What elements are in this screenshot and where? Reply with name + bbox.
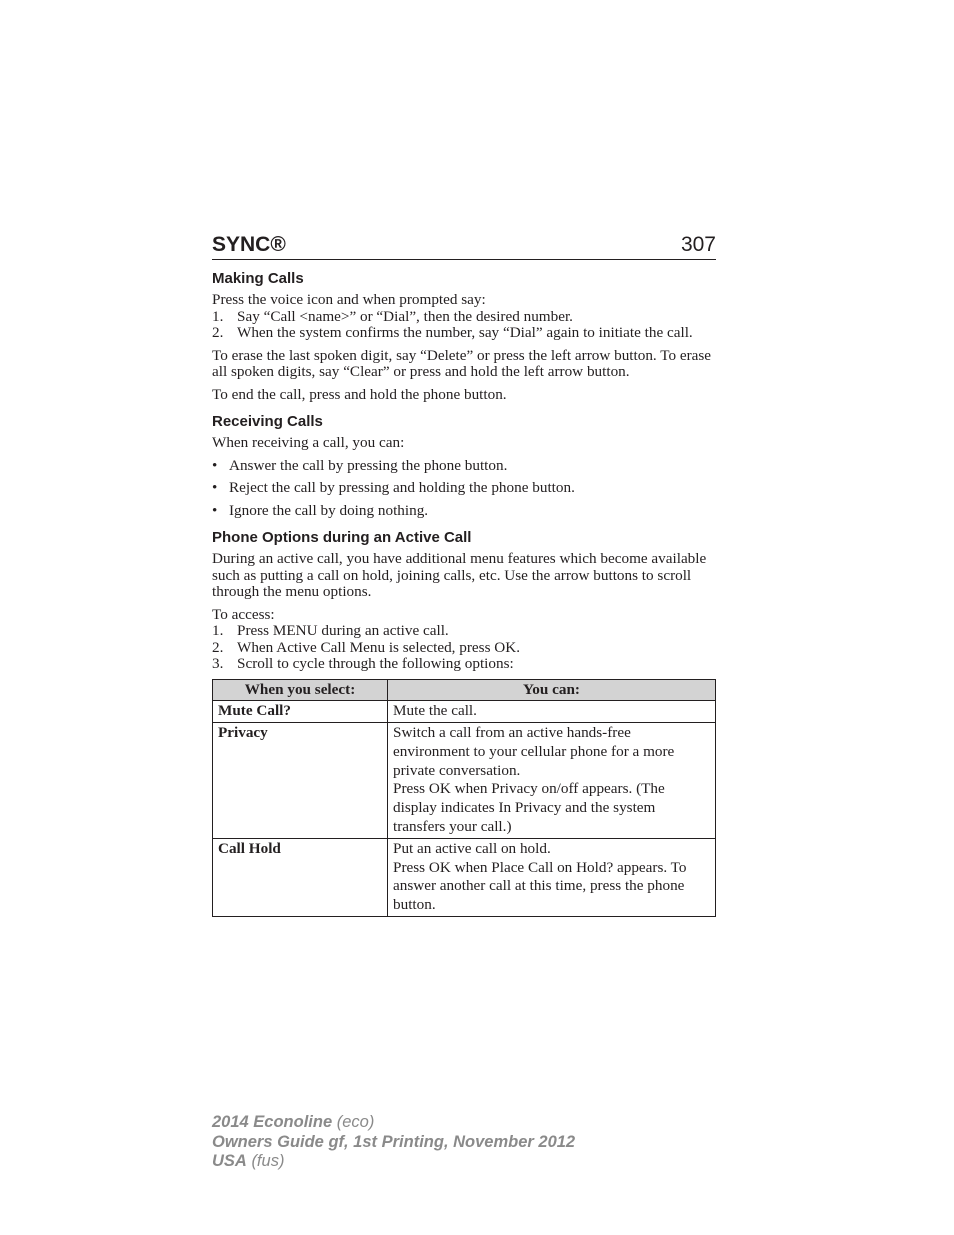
description-line: Switch a call from an active hands-free environment to your cellular phone for a more private conversation. [393,724,675,779]
phone-options-heading: Phone Options during an Active Call [212,529,472,546]
footer-guide-line [212,1133,575,1153]
step-text: Say “Call <name>” or “Dial”, then the desired number. [237,307,573,325]
making-calls-intro: Press the voice icon and when prompted say: [212,291,486,308]
table-row [213,723,716,839]
footer-model-code: (eco) [336,1113,375,1131]
option-description [388,701,716,723]
footer-model-line [212,1113,575,1133]
step-text: When the system confirms the number, say “Dial” again to initiate the call. [237,324,693,341]
receiving-calls-list [212,458,716,520]
table-header-row [213,679,716,701]
list-item [212,309,716,326]
footer-region-code: (fus) [251,1152,285,1170]
bullet-text: Answer the call by pressing the phone button. [229,456,508,474]
step-text: Scroll to cycle through the following options: [237,655,514,672]
step-number: 1. [212,622,224,639]
receiving-calls-heading: Receiving Calls [212,413,323,430]
list-item [212,458,716,475]
column-header-can: You can: [388,679,716,701]
step-text: When Active Call Menu is selected, press OK. [237,638,521,656]
phone-options-intro: During an active call, you have additional menu features which become available such as putting a call on hold, joining calls, etc. Use the arrow buttons to scroll through the menu options. [212,550,707,600]
bullet-text: Ignore the call by doing nothing. [229,501,429,519]
footer-model: 2014 Econoline [212,1113,333,1131]
options-table [212,679,716,918]
step-number: 3. [212,655,224,672]
list-item [212,656,716,673]
step-text: Press MENU during an active call. [237,622,449,639]
list-item [212,640,716,657]
page-header [212,228,716,260]
access-label: To access: [212,605,275,623]
table-row [213,838,716,916]
bullet-text: Reject the call by pressing and holding the phone button. [229,479,575,496]
table-row [213,701,716,723]
making-calls-heading: Making Calls [212,270,304,287]
list-item [212,325,716,342]
step-number: 1. [212,307,224,325]
section-title: SYNC® [212,233,286,256]
page-content [212,228,716,917]
description-line: Press OK when Place Call on Hold? appears. To answer another call at this time, press the phone button. [393,858,687,914]
step-number: 2. [212,324,224,341]
description-line: Mute the call. [393,702,477,720]
option-description [388,723,716,839]
bullet-icon: • [212,501,218,519]
bullet-icon: • [212,479,218,496]
bullet-icon: • [212,456,218,474]
page-number: 307 [680,233,716,256]
end-call-paragraph: To end the call, press and hold the phone button. [212,385,507,403]
description-line: Press OK when Privacy on/off appears. (The display indicates In Privacy and the system transfers your call.) [393,780,665,836]
option-name: Call Hold [213,838,388,916]
option-name: Mute Call? [213,701,388,723]
list-item [212,503,716,520]
list-item [212,623,716,640]
step-number: 2. [212,638,224,656]
footer-region-line [212,1152,575,1172]
description-line: Put an active call on hold. [393,839,551,857]
list-item [212,480,716,497]
making-calls-steps [212,309,716,342]
option-name: Privacy [213,723,388,839]
column-header-select: When you select: [213,679,388,701]
erase-paragraph: To erase the last spoken digit, say “Delete” or press the left arrow button. To erase all spoken digits, say “Clear” or press and hold the left arrow button. [212,346,712,380]
footer-guide: Owners Guide gf, 1st Printing, November 2012 [212,1132,576,1151]
option-description [388,838,716,916]
access-steps [212,623,716,673]
page-footer [212,1113,575,1172]
footer-region: USA [212,1152,247,1170]
receiving-calls-intro: When receiving a call, you can: [212,434,405,451]
